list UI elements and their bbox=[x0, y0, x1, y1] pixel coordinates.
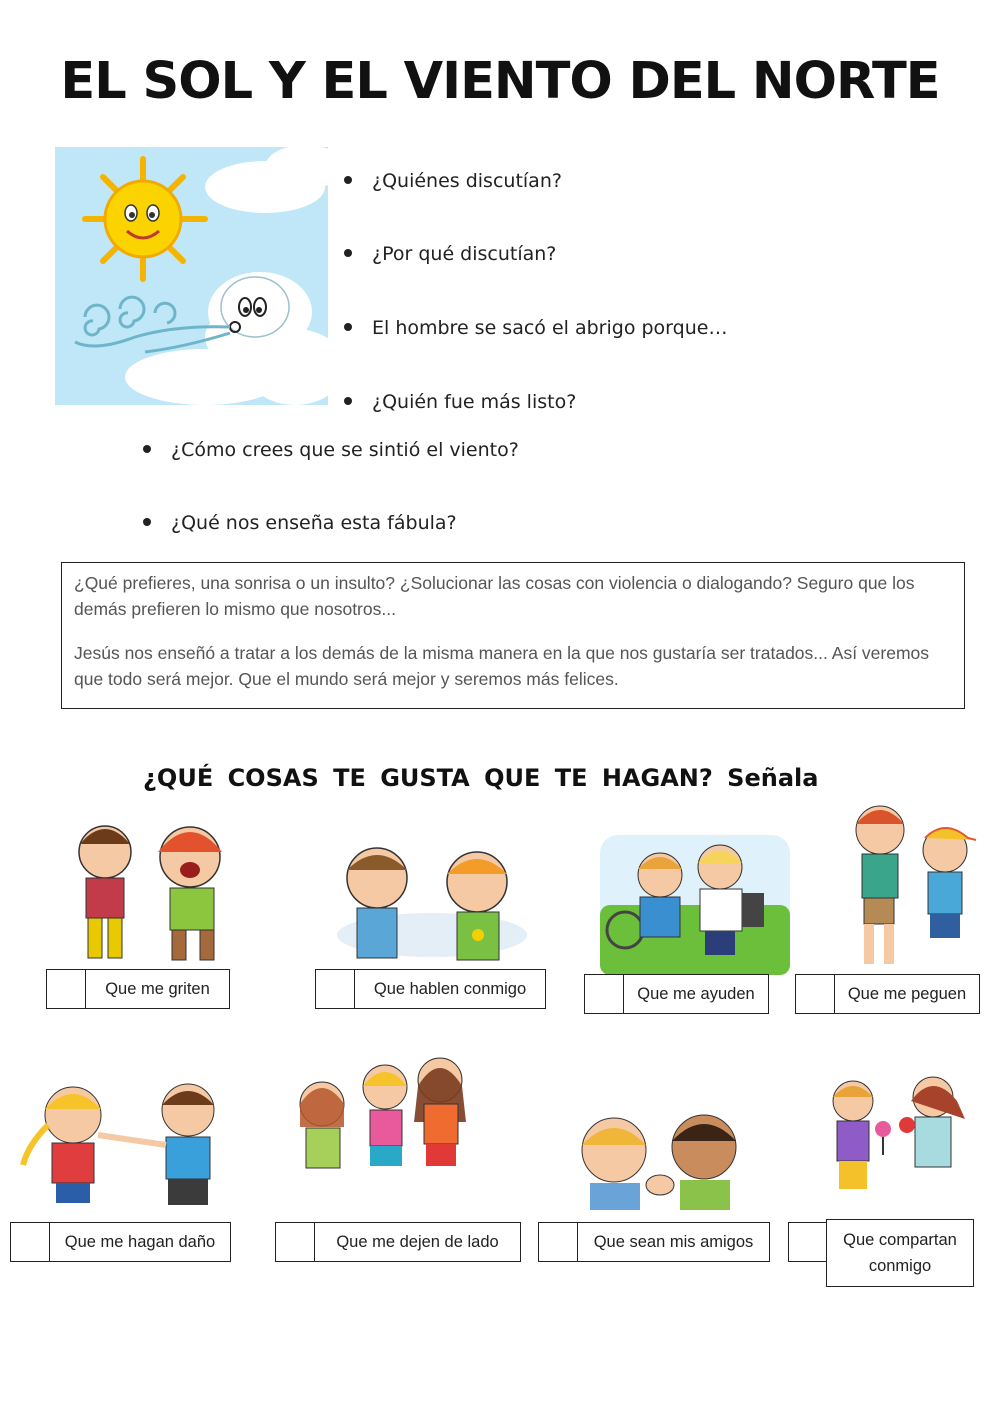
option-que-me-hagan-dano bbox=[10, 1222, 231, 1262]
option-label: Que me dejen de lado bbox=[336, 1233, 499, 1251]
option-label: Que me hagan daño bbox=[64, 1233, 216, 1251]
question-item: ¿Quiénes discutían? bbox=[344, 170, 562, 192]
option-checkbox[interactable] bbox=[11, 1223, 50, 1261]
option-label: Que me griten bbox=[105, 980, 210, 998]
option-checkbox[interactable] bbox=[47, 970, 86, 1008]
option-label-box bbox=[826, 1219, 974, 1287]
wind-cloud-icon bbox=[221, 277, 289, 337]
kids-friends-illustration bbox=[572, 1105, 750, 1210]
option-checkbox[interactable] bbox=[316, 970, 355, 1008]
option-que-me-ayuden bbox=[584, 974, 769, 1014]
question-item: ¿Cómo crees que se sintió el viento? bbox=[143, 439, 519, 461]
option-label: Que me peguen bbox=[847, 985, 967, 1003]
sun-and-wind-illustration bbox=[55, 147, 328, 405]
question-item: El hombre se sacó el abrigo porque… bbox=[344, 317, 727, 339]
option-label: Que compartan conmigo bbox=[843, 1231, 957, 1275]
reflection-paragraph: Jesús nos enseñó a tratar a los demás de la misma manera en la que nos gustaría ser tratados... Así veremos que todo será mejor. Que el mundo será mejor y seremos más felices. bbox=[74, 643, 930, 689]
option-que-me-peguen bbox=[795, 974, 980, 1014]
question-item: ¿Quién fue más listo? bbox=[344, 391, 576, 413]
page-title: EL SOL Y EL VIENTO DEL NORTE bbox=[60, 52, 940, 111]
option-label: Que hablen conmigo bbox=[373, 980, 527, 998]
option-que-sean-mis-amigos bbox=[538, 1222, 770, 1262]
option-que-me-griten bbox=[46, 969, 230, 1009]
kids-sharing-illustration bbox=[815, 1075, 975, 1215]
question-item: ¿Por qué discutían? bbox=[344, 243, 556, 265]
kids-hurting-illustration bbox=[18, 1075, 228, 1220]
option-checkbox[interactable] bbox=[539, 1223, 578, 1261]
option-checkbox[interactable] bbox=[585, 975, 624, 1013]
option-checkbox[interactable] bbox=[796, 975, 835, 1013]
reflection-paragraph: ¿Qué prefieres, una sonrisa o un insulto? ¿Solucionar las cosas con violencia o dialogando? Seguro que los demás prefieren lo mismo que nosotros... bbox=[74, 573, 915, 619]
option-label: Que me ayuden bbox=[637, 985, 755, 1003]
reflection-box bbox=[61, 562, 965, 709]
option-checkbox[interactable] bbox=[276, 1223, 315, 1261]
section-title: ¿QUÉ COSAS TE GUSTA QUE TE HAGAN? Señala bbox=[143, 764, 819, 792]
kids-fighting-illustration bbox=[840, 800, 980, 975]
option-que-me-dejen-de-lado bbox=[275, 1222, 521, 1262]
option-checkbox[interactable] bbox=[788, 1222, 828, 1262]
option-que-hablen-conmigo bbox=[315, 969, 546, 1009]
option-label: Que sean mis amigos bbox=[593, 1233, 754, 1251]
kids-helping-illustration bbox=[600, 835, 790, 975]
question-item: ¿Qué nos enseña esta fábula? bbox=[143, 512, 457, 534]
kids-excluding-illustration bbox=[290, 1052, 480, 1202]
kids-shouting-illustration bbox=[50, 812, 275, 967]
kids-talking-illustration bbox=[332, 840, 532, 965]
